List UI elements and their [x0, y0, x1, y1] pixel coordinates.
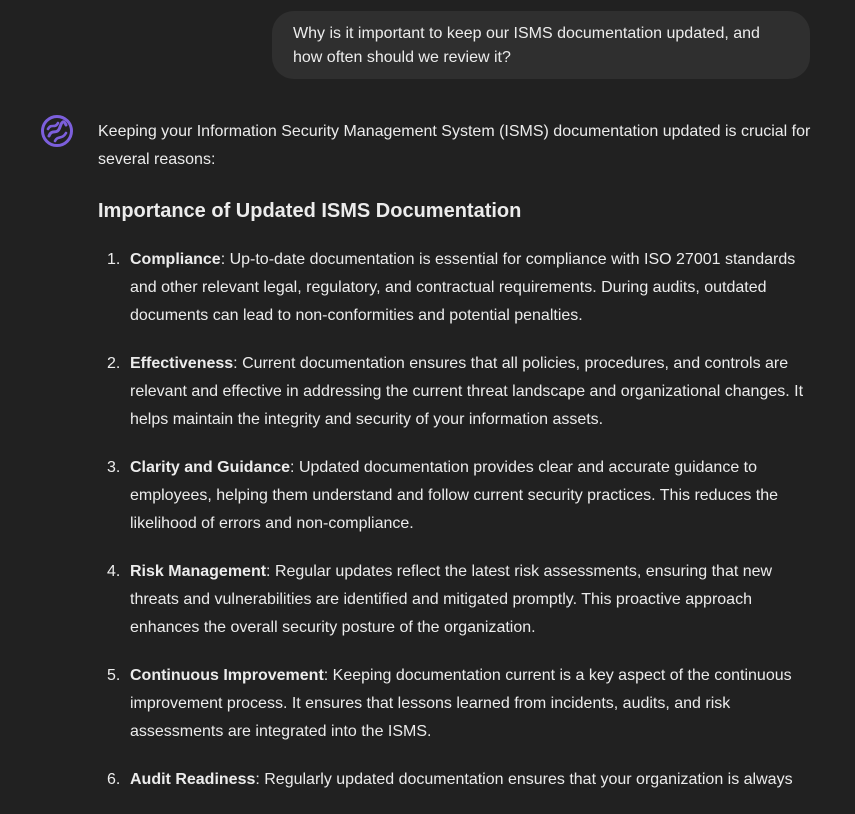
list-item-number: 2.: [107, 355, 121, 372]
list-item-text: : Keeping documentation current is a key aspect of the continuous improvement process. It ensures that lessons learned from incidents, audits, and risk assessments are integrated into the ISMS.: [130, 667, 792, 740]
list-item-text: : Up-to-date documentation is essential for compliance with ISO 27001 standards and other relevant legal, regulatory, and contractual requirements. During audits, outdated documents can lead to non-conformities and potential penalties.: [130, 251, 796, 324]
list-item-number: 4.: [107, 563, 121, 580]
list-item-term: Risk Management: [130, 563, 267, 580]
list-item: [98, 766, 818, 794]
assistant-message: [98, 118, 818, 788]
list-item-number: 6.: [107, 771, 121, 788]
section-heading: Importance of Updated ISMS Documentation: [98, 200, 522, 222]
list-item: [98, 350, 818, 434]
list-item: [98, 454, 818, 538]
importance-list: [98, 246, 818, 814]
list-item: [98, 662, 818, 746]
assistant-intro-text: Keeping your Information Security Management System (ISMS) documentation updated is crucial for several reasons:: [98, 123, 811, 168]
list-item: [98, 246, 818, 330]
list-item-term: Clarity and Guidance: [130, 459, 291, 476]
list-item-number: 5.: [107, 667, 121, 684]
list-item-term: Compliance: [130, 251, 221, 268]
list-item-text: : Regular updates reflect the latest risk assessments, ensuring that new threats and vulnerabilities are identified and mitigated promptly. This proactive approach enhances the overall security posture of the organization.: [130, 563, 773, 636]
list-item-term: Audit Readiness: [130, 771, 256, 788]
list-item-number: 1.: [107, 251, 121, 268]
list-item-number: 3.: [107, 459, 121, 476]
user-message-bubble: [272, 11, 810, 79]
user-message-text: Why is it important to keep our ISMS documentation updated, and how often should we review it?: [293, 25, 760, 66]
list-item: [98, 558, 818, 642]
list-item-text: : Regularly updated documentation ensures that your organization is always: [255, 771, 793, 788]
assistant-logo-icon: [40, 114, 74, 148]
list-item-term: Effectiveness: [130, 355, 234, 372]
list-item-term: Continuous Improvement: [130, 667, 324, 684]
list-item-text: : Updated documentation provides clear and accurate guidance to employees, helping them understand and follow current security practices. This reduces the likelihood of errors and non-compliance.: [130, 459, 779, 532]
list-item-text: : Current documentation ensures that all policies, procedures, and controls are relevant and effective in addressing the current threat landscape and organizational changes. It helps maintain the integrity and security of your information assets.: [130, 355, 804, 428]
